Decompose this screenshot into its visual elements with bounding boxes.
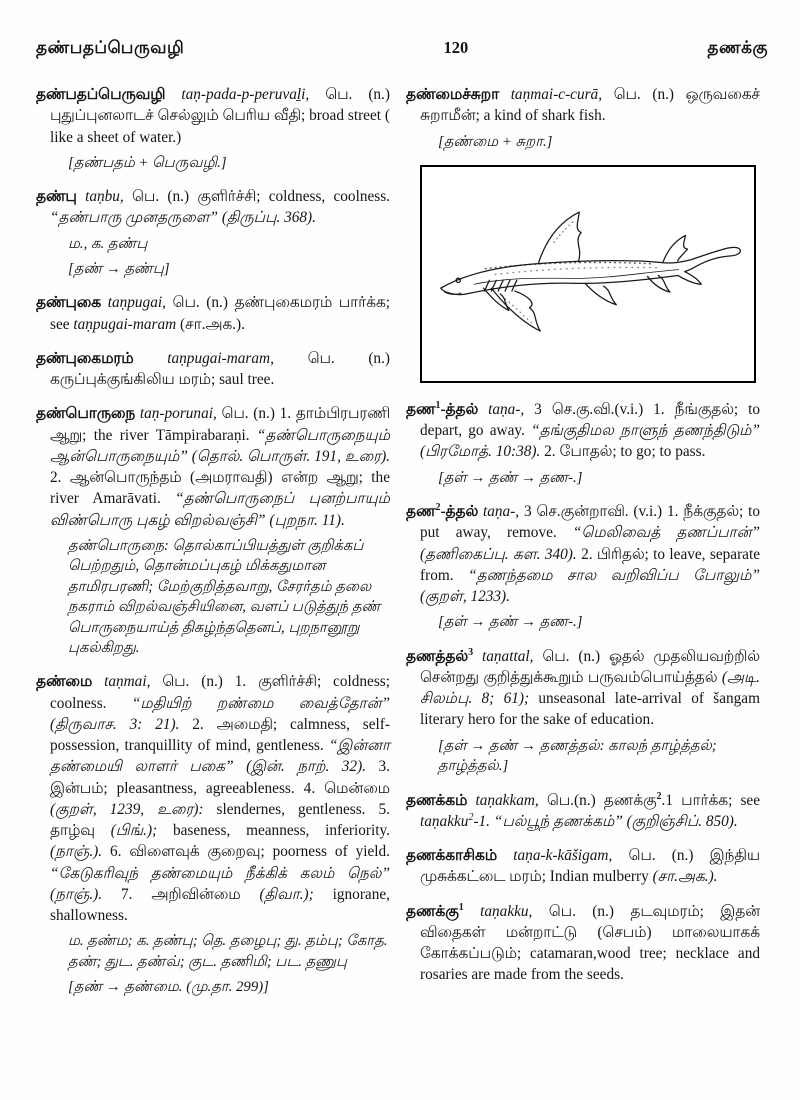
entry-text-run: [தள் → தண் → தண-.] bbox=[438, 614, 583, 631]
shark-illustration bbox=[427, 174, 749, 374]
entry-text-run: ம. தண்ம; க. தண்பு; தெ. தழைபு; து. தம்பு; கோத. தண்; துட. தண்வ்; குட. தணிமி; பட. தணுபு bbox=[68, 933, 388, 970]
dictionary-entry bbox=[36, 292, 390, 335]
entry-text-run: (நாஞ்.). bbox=[50, 843, 110, 861]
entry-text-run: (குறள், 1239, உரை): bbox=[50, 800, 217, 818]
entry-text-run: taṇattal, bbox=[482, 647, 543, 665]
entry-text-run: தண்பொருநை bbox=[36, 405, 140, 423]
entry-text-run: தண்புகை bbox=[36, 294, 108, 312]
entry-text-run: தண்பு bbox=[36, 188, 86, 206]
entry-text-run: தண்பதப்பெருவழி bbox=[36, 86, 182, 103]
entry-text-run: (அடி. சிலம்பு. 8; 61); bbox=[420, 668, 760, 708]
page-number: 120 bbox=[443, 38, 469, 57]
entry-text-run: (திவா.); bbox=[259, 885, 333, 903]
entry-text-run: [தள் → தண் → தண-.] bbox=[438, 469, 583, 486]
entry-text-run: -த்தல் bbox=[440, 503, 483, 521]
entry-text-run: [தண்மை + சுறா.] bbox=[438, 133, 553, 150]
entry-text-run: தணத்தல் bbox=[406, 647, 469, 665]
entry-text-run: தணக்கு bbox=[406, 902, 459, 920]
entry-main-paragraph bbox=[406, 790, 760, 833]
entry-text-run: 2. அமைதி; calmness, self-possession, tranquillity of mind, gentleness. bbox=[50, 715, 390, 755]
right-column bbox=[406, 84, 760, 1011]
entry-text-run: 7. அறிவின்மை bbox=[120, 885, 260, 903]
entry-text-run: (சா.அக.). bbox=[652, 868, 718, 886]
entry-text-run: 6. விளைவுக் குறைவு; poorness of yield. bbox=[110, 843, 390, 861]
entry-text-run: பெ. (n.) புதுப்புனலாடச் செல்லும் பெரிய வீதி; broad street ( like a sheet of water.) bbox=[50, 86, 390, 146]
entry-sub-line bbox=[68, 153, 390, 173]
entry-main-paragraph bbox=[36, 671, 390, 926]
entry-text-run: தண bbox=[406, 400, 436, 418]
entry-text-run: பெ. (n.) ஒருவகைச் சுறாமீன்; a kind of shark fish. bbox=[420, 86, 760, 125]
entry-sub-line bbox=[68, 977, 390, 997]
entry-text-run: -த்தல் bbox=[440, 400, 489, 418]
entry-main-paragraph bbox=[406, 501, 760, 607]
entry-text-run: தணக்கம் bbox=[406, 791, 476, 809]
entry-text-run: பெ. (n.) ஓதல் முதலியவற்றில் சென்றது குறித்துக்கூறும் பருவம்பொய்த்தல் bbox=[420, 647, 760, 686]
entry-text-run: தண bbox=[406, 503, 436, 521]
entry-text-run: “பல்பூந் தணக்கம்” (குறிஞ்சிப். 850). bbox=[493, 812, 738, 830]
dictionary-entry bbox=[406, 790, 760, 833]
header-left-word: தண்பதப்பெருவழி bbox=[36, 38, 185, 57]
entry-text-run: தண்புகைமரம் bbox=[36, 349, 168, 367]
entry-text-run: “இன்னா தண்மையி லாளர் பகை” (இன். நாற். 32). bbox=[50, 737, 390, 776]
entry-main-paragraph bbox=[36, 348, 390, 391]
entry-text-run: taṇmai, bbox=[104, 673, 163, 691]
entry-text-run: 2. ஆன்பொருந்தம் (அமராவதி) என்ற ஆறு; the river Amarāvati. bbox=[50, 469, 390, 508]
entry-text-run: 2. போதல்; to go; to pass. bbox=[544, 443, 706, 461]
entry-text-run: பெ. (n.) இந்திய முசுக்கட்டை மரம்; Indian mulberry bbox=[420, 847, 761, 886]
headword-superscript: 1 bbox=[458, 901, 464, 913]
entry-text-run bbox=[464, 903, 480, 920]
dictionary-entry bbox=[406, 901, 760, 986]
entry-text-run: taṇbu, bbox=[85, 188, 133, 206]
headword-superscript: 2 bbox=[435, 501, 441, 513]
entry-text-run: “தணந்தமை சால வறிவிப்ப போலும்” (குறள், 1233). bbox=[420, 566, 760, 606]
dictionary-entry bbox=[406, 84, 760, 152]
shark-figure-box bbox=[420, 165, 756, 383]
dictionary-entry bbox=[36, 84, 390, 173]
dictionary-entry bbox=[36, 671, 390, 997]
entry-main-paragraph bbox=[406, 84, 760, 127]
entry-text-run: taṇa-, bbox=[482, 503, 524, 521]
entry-text-run: [தண் → தண்மை. (மு.தா. 299)] bbox=[68, 979, 269, 996]
headword-superscript: 2 bbox=[468, 811, 474, 823]
dictionary-entry bbox=[406, 399, 760, 488]
dictionary-entry bbox=[406, 845, 760, 888]
entry-text-run: “கேடுகரிவுந் தண்மையும் நீக்கிக் கலம் நெல்” (நாஞ்.). bbox=[50, 864, 390, 903]
entry-main-paragraph bbox=[406, 646, 760, 731]
entry-sub-line bbox=[68, 931, 390, 972]
headword-superscript: 2 bbox=[656, 790, 662, 802]
entry-text-run: taṇakku bbox=[420, 812, 469, 830]
entry-text-run: [தண்பதம் + பெருவழி.] bbox=[68, 154, 227, 171]
headword-superscript: 1 bbox=[435, 399, 441, 411]
entry-text-run: (பிங்.); bbox=[110, 822, 173, 840]
entry-main-paragraph bbox=[36, 84, 390, 148]
entry-sub-line bbox=[68, 536, 390, 658]
entry-text-run: taṇakkam, bbox=[475, 791, 547, 809]
two-column-body bbox=[0, 60, 800, 1011]
entry-main-paragraph bbox=[36, 186, 390, 229]
entry-text-run: [தள் → தண் → தணத்தல்: காலந் தாழ்த்தல்; தாழ்த்தல்.] bbox=[438, 737, 717, 775]
entry-sub-line bbox=[438, 468, 760, 488]
entry-sub-line bbox=[68, 234, 390, 254]
entry-sub-line bbox=[438, 132, 760, 152]
entry-text-run bbox=[473, 648, 482, 665]
entry-text-run: ignorane, shallowness. bbox=[50, 885, 390, 925]
dictionary-entry bbox=[36, 186, 390, 279]
entry-sub-line bbox=[438, 736, 760, 777]
entry-text-run: “தங்குதிமல நாளுந் தணந்திடும்” (பிரமோத். 10:38). bbox=[420, 422, 760, 461]
entry-text-run: taṇpugai-maram bbox=[73, 315, 181, 333]
entry-text-run: “தண்பாரு முனதருளை” (திருப்பு. 368). bbox=[50, 209, 316, 227]
entry-text-run: பெ. (n.) குளிர்ச்சி; coldness, coolness. bbox=[132, 188, 390, 206]
entry-text-run: baseness, meanness, inferiority. bbox=[172, 822, 390, 840]
dictionary-entry bbox=[406, 501, 760, 633]
entry-text-run: taṇ-porunai, bbox=[139, 405, 222, 423]
entry-text-run: பெ.(n.) தணக்கு bbox=[546, 791, 657, 809]
entry-text-run: பெ. (n.) தடவுமரம்; இதன் விதைகள் மன்றாட்டு (செபம்) மாலையாகக் கோக்கப்படும்; catamaran,wood tree; necklace and rosaries are made from the seeds. bbox=[420, 902, 760, 984]
entry-text-run: taṇakku, bbox=[480, 902, 549, 920]
entry-text-run: தணக்காசிகம் bbox=[406, 847, 514, 865]
entry-text-run: 3 செ.கு.வி.(v.i.) 1. நீங்குதல்; to depart, go away. bbox=[420, 400, 760, 440]
entry-main-paragraph bbox=[36, 403, 390, 531]
entry-text-run: taṇpugai-maram, bbox=[167, 349, 308, 367]
entry-sub-line bbox=[438, 612, 760, 632]
dictionary-entry bbox=[36, 403, 390, 658]
entry-text-run: 2. பிரிதல்; to leave, separate from. bbox=[420, 545, 760, 584]
entry-text-run: taṇmai-c-curā, bbox=[510, 86, 614, 103]
entry-text-run: “மதியிற் றண்மை வைத்தோன்” (திருவாச. 3: 21). bbox=[50, 694, 390, 733]
entry-main-paragraph bbox=[406, 845, 760, 888]
dictionary-entry bbox=[406, 646, 760, 777]
entry-sub-line bbox=[68, 259, 390, 279]
entry-text-run: taṇa-k-kāšigam, bbox=[513, 847, 629, 865]
entry-text-run: -1. bbox=[473, 812, 494, 830]
entry-text-run: taṇpugai, bbox=[107, 294, 173, 312]
entry-text-run: பெ. (n.) 1. குளிர்ச்சி; coldness; coolness. bbox=[50, 673, 390, 712]
left-column bbox=[36, 84, 390, 1011]
entry-text-run: பெ. (n.) கருப்புக்குங்கிலிய மரம்; saul tree. bbox=[50, 349, 390, 389]
entry-text-run: unseasonal late-arrival of šangam literary hero for the sake of education. bbox=[420, 690, 760, 729]
dictionary-entry bbox=[36, 348, 390, 391]
entry-main-paragraph bbox=[36, 292, 390, 335]
entry-text-run: taṇa-, bbox=[488, 400, 535, 418]
entry-text-run: தண்பொருநை: தொல்காப்பியத்துள் குறிக்கப் பெற்றதும், தொன்மப்புகழ் மிக்கதுமான தாமிரபரணி; மேற்குறித்தவாறு, சேரர்தம் தலை நகராம் விறல்வஞ்சியினை, வளப் படுத்துந் தண் பொருநையாய்த் திகழ்ந்ததெனப், புறநானூறு புகல்கிறது. bbox=[68, 537, 381, 656]
entry-text-run: (சா.அக.). bbox=[180, 315, 245, 333]
entry-text-run: “மெலிவைத் தணப்பான்” (தணிகைப்பு. கள. 340). bbox=[420, 524, 760, 563]
entry-main-paragraph bbox=[406, 399, 760, 463]
entry-text-run: .1 பார்க்க; see bbox=[661, 791, 760, 809]
entry-text-run: ம., க. தண்பு bbox=[68, 235, 148, 252]
entry-text-run: [தண் → தண்பு] bbox=[68, 261, 170, 278]
entry-text-run: தண்மை bbox=[36, 673, 105, 691]
entry-text-run: 3. இன்பம்; pleasantness, agreeableness. 4. மென்மை bbox=[50, 758, 390, 797]
headword-superscript: 3 bbox=[468, 646, 474, 658]
entry-text-run: 3 செ.குன்றாவி. (v.i.) 1. நீக்குதல்; to put away, remove. bbox=[420, 503, 760, 542]
header-right-word: தணக்கு bbox=[707, 38, 768, 57]
entry-text-run: slendernes, gentleness. 5. தாழ்வு bbox=[50, 800, 390, 840]
entry-text-run: பெ. (n.) 1. தாம்பிரபரணி ஆறு; the river Tāmpirabaraṇi. bbox=[50, 405, 390, 444]
entry-text-run: “தண்பொருநையும் ஆன்பொருநையும்” (தொல். பொருள். 191, உரை). bbox=[50, 426, 390, 465]
entry-text-run: தண்மைச்சுறா bbox=[406, 86, 511, 103]
entry-text-run: பெ. (n.) தண்புகைமரம் பார்க்க; see bbox=[50, 294, 390, 333]
running-header bbox=[0, 0, 800, 60]
entry-text-run: taṇ-pada-p-peruvaḻi, bbox=[181, 86, 326, 103]
entry-text-run: “தண்பொருநைப் புனற்பாயும் விண்பொரு புகழ் விறல்வஞ்சி” (புறநா. 11). bbox=[50, 490, 390, 529]
entry-main-paragraph bbox=[406, 901, 760, 986]
